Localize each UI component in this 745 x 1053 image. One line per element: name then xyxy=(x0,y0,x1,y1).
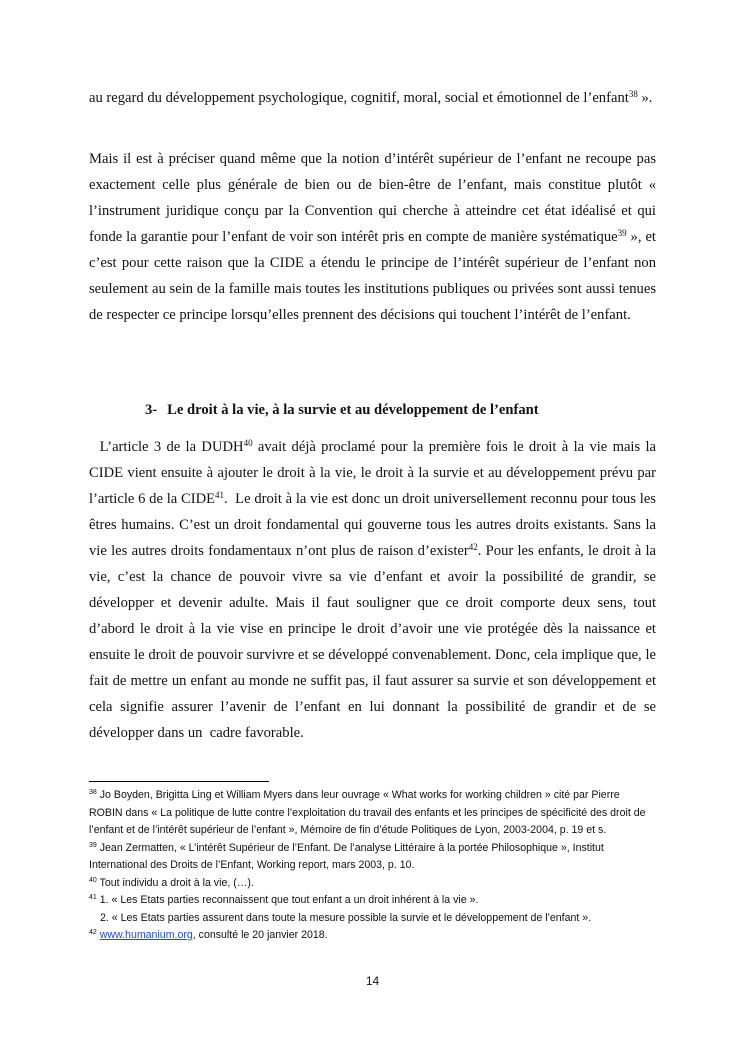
section-title: Le droit à la vie, à la survie et au développement de l’enfant xyxy=(167,402,539,418)
footnote-40 xyxy=(89,875,656,893)
section-heading xyxy=(145,402,539,419)
footnote-41-item-1: 1. « Les Etats parties reconnaissent que tout enfant a un droit inhérent à la vie ». xyxy=(96,894,479,906)
footnote-38 xyxy=(89,787,656,840)
paragraph-3 xyxy=(89,434,660,746)
paragraph-2-text-b: », et c’est pour cette raison que la CIDE a étendu le principe de l’intérêt supérieur de l’enfant non seulement au sein de la famille mais toutes les institutions publiques ou privées sont aussi tenues de respecter ce principe lorsqu’elles prennent des décisions qui touchent l’intérêt de l’enfant. xyxy=(89,229,656,323)
footnote-39-number: 39 xyxy=(89,841,97,849)
paragraph-1-text: au regard du développement psychologique, cognitif, moral, social et émotionnel de l’enfant xyxy=(89,90,629,106)
footnote-ref-40[interactable]: 40 xyxy=(243,438,253,448)
footnote-40-text: Tout individu a droit à la vie, (…). xyxy=(96,876,254,889)
paragraph-3-text-a: L’article 3 de la DUDH xyxy=(89,439,244,455)
paragraph-3-text-c: . Le droit à la vie est donc un droit universellement reconnu pour tous les êtres humains. C’est un droit fondamental qui gouverne tous les autres droits existants. Sans la vie les autres droits fondamentaux n’ont plus de raison d’exister xyxy=(89,491,660,559)
footnote-41-item-2: 2. « Les Etats parties assurent dans toute la mesure possible la survie et le développement de l’enfant ». xyxy=(100,911,592,924)
footnotes xyxy=(89,787,656,945)
footnote-41-continued xyxy=(89,910,656,928)
footnote-39-text: Jean Zermatten, « L’intérêt Supérieur de l’Enfant. De l’analyse Littéraire à la portée Philosophique », Institut International des Droits de l’Enfant, Working report, mars 2003, p. 10. xyxy=(89,841,604,871)
paragraph-3-text-b: avait déjà proclamé pour la première fois le droit à la vie mais la CIDE vient ensuite à ajouter le droit à la vie, le droit à la survie et au développement prévu par l’article 6 de la CIDE xyxy=(89,439,660,507)
footnote-ref-41[interactable]: 41 xyxy=(215,490,225,500)
paragraph-3-text-d: . Pour les enfants, le droit à la vie, c’est la chance de pouvoir vivre sa vie d’enfant et avoir la possibilité de grandir, se développer et devenir adulte. Mais il faut souligner que ce droit comporte deux sens, tout d’abord le droit à la vie vise en principe le droit d’avoir une vie protégée dès la naissance et ensuite le droit de pouvoir survivre et se développé convenablement. Donc, cela implique que, le fait de mettre un enfant au monde ne suffit pas, il faut assurer sa survie et son développement et cela signifie assurer l’avenir de l’enfant en lui donnant la possibilité de grandir et de se développer dans un cadre favorable. xyxy=(89,543,660,741)
footnote-38-number: 38 xyxy=(89,789,97,796)
footnote-42-text: , consulté le 20 janvier 2018. xyxy=(192,929,328,941)
paragraph-2-text-a: Mais il est à préciser quand même que la notion d’intérêt supérieur de l’enfant ne recoupe pas exactement celle plus générale de bien ou de bien-être de l’enfant, mais constitue plutôt « l’instrument juridique conçu par la Convention qui cherche à atteindre cet état idéalisé et qui fonde la garantie pour l’enfant de voir son intérêt pris en compte de manière systématique xyxy=(89,151,656,245)
footnote-41 xyxy=(89,892,656,910)
footnote-42 xyxy=(89,927,656,945)
paragraph-2 xyxy=(89,146,656,328)
footnote-39 xyxy=(89,840,656,875)
humanium-link[interactable]: www.humanium.org xyxy=(99,929,193,941)
footnote-ref-38[interactable]: 38 xyxy=(628,89,638,99)
footnote-38-text: Jo Boyden, Brigitta Ling et William Myers dans leur ouvrage « What works for working children » cité par Pierre ROBIN dans « La politique de lutte contre l’exploitation du travail des enfants et les principes de spécificité des droit de l’enfant et de l’intérêt supérieur de l’enfant », Mémoire de fin d’étude Politiques de Lyon, 2003-2004, p. 19 et s. xyxy=(89,789,646,836)
footnote-41-number: 41 xyxy=(89,894,97,901)
footnote-42-number: 42 xyxy=(89,929,97,936)
paragraph-1-tail: ». xyxy=(637,90,653,106)
section-number: 3- xyxy=(145,402,158,418)
paragraph-1 xyxy=(89,85,656,111)
footnote-40-number: 40 xyxy=(89,876,97,884)
footnote-ref-42[interactable]: 42 xyxy=(468,542,478,552)
footnote-separator xyxy=(89,781,269,782)
footnote-ref-39[interactable]: 39 xyxy=(617,228,627,238)
page-number: 14 xyxy=(365,974,380,988)
